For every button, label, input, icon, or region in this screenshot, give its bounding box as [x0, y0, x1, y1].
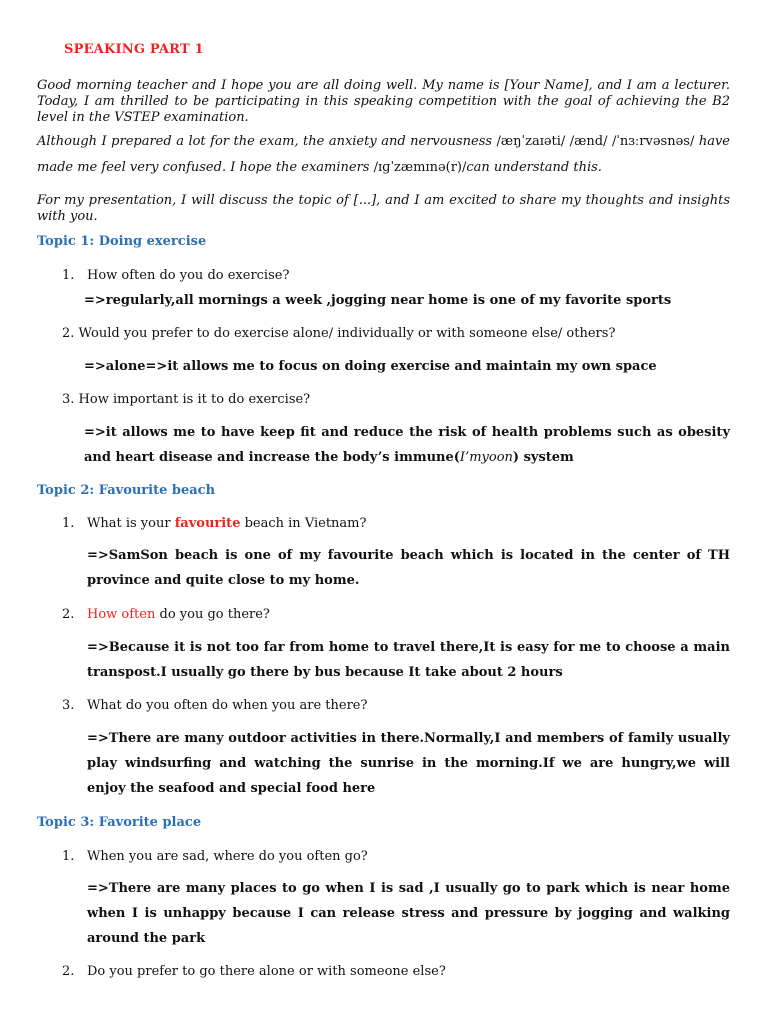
question-number: 2. [62, 607, 75, 622]
highlighted-word: favourite [174, 516, 241, 531]
question-number: 2. [62, 964, 75, 979]
question-number: 3. [62, 698, 75, 713]
topic-2-question-3 [62, 697, 367, 715]
answer-text-a: =>it allows me to have keep fit and reduce the risk of health problems such as obesity and heart disease and increase the body’s immune( [84, 425, 730, 465]
question-number: 1. [62, 849, 75, 864]
topic-2-answer-1: =>SamSon beach is one of my favourite beach which is located in the center of TH province and quite close to my home. [87, 548, 730, 588]
topic-1-answer-2: =>alone=>it allows me to focus on doing exercise and maintain my own space [84, 359, 657, 374]
question-text-b: beach in Vietnam? [240, 516, 367, 531]
question-text-a: What is your [87, 516, 175, 531]
highlighted-phrase: How often [87, 607, 156, 622]
question-text: Do you prefer to go there alone or with someone else? [87, 964, 446, 979]
topic-2-question-1 [62, 515, 366, 533]
question-text: How often do you do exercise? [87, 268, 290, 283]
topic-2-question-2 [62, 606, 270, 624]
topic-1-heading: Topic 1: Doing exercise [37, 234, 207, 249]
pronunciation-hint: I’myoon [459, 450, 513, 465]
topic-2-heading: Topic 2: Favourite beach [37, 483, 216, 498]
topic-3-heading: Topic 3: Favorite place [37, 815, 202, 830]
topic-3-question-2 [62, 963, 446, 981]
question-text: do you go there? [155, 607, 270, 622]
answer-text-b: ) system [512, 450, 574, 465]
topic-1-question-1 [62, 267, 289, 285]
intro-presentation: For my presentation, I will discuss the topic of [...], and I am excited to share my thoughts and insights with you. [37, 193, 730, 224]
topic-1-question-2: 2. Would you prefer to do exercise alone/ individually or with someone else/ others? [62, 326, 616, 341]
ipa-examiner: /ɪɡˈzæmɪnə(r)/ [373, 160, 467, 175]
page-title: SPEAKING PART 1 [64, 42, 204, 57]
topic-3-question-1 [62, 848, 368, 866]
topic-2-answer-3: =>There are many outdoor activities in there.Normally,I and members of family usually play windsurfing and watching the sunrise in the morning.If we are hungry,we will enjoy the seafood and special food here [87, 731, 730, 796]
topic-3-answer-1: =>There are many places to go when I is sad ,I usually go to park which is near home when I is unhappy because I can release stress and pressure by jogging and walking around the park [87, 881, 730, 946]
topic-1-question-3: 3. How important is it to do exercise? [62, 392, 311, 407]
intro-anxiety-text-b: have made me feel very confused. I hope the examiners [37, 134, 731, 175]
topic-1-answer-1: =>regularly,all mornings a week ,jogging near home is one of my favorite sports [84, 293, 672, 308]
question-number: 1. [62, 516, 75, 531]
topic-1-answer-3 [84, 420, 730, 470]
intro-anxiety-text-a: Although I prepared a lot for the exam, the anxiety and nervousness [37, 134, 497, 149]
question-text: When you are sad, where do you often go? [87, 849, 368, 864]
intro-anxiety-text-c: can understand this. [466, 160, 602, 175]
intro-anxiety [37, 129, 730, 181]
topic-2-answer-2: =>Because it is not too far from home to travel there,It is easy for me to choose a main transpost.I usually go there by bus because It take about 2 hours [87, 640, 730, 680]
intro-greeting: Good morning teacher and I hope you are all doing well. My name is [Your Name], and I am a lecturer. Today, I am thrilled to be participating in this speaking competition with the goal of achieving the B2 level in the VSTEP examination. [37, 78, 730, 125]
question-number: 1. [62, 268, 75, 283]
ipa-anxiety-nervousness: /æŋˈzaɪəti/ /ænd/ /ˈnɜːrvəsnəs/ [496, 134, 695, 149]
question-text: What do you often do when you are there? [87, 698, 368, 713]
